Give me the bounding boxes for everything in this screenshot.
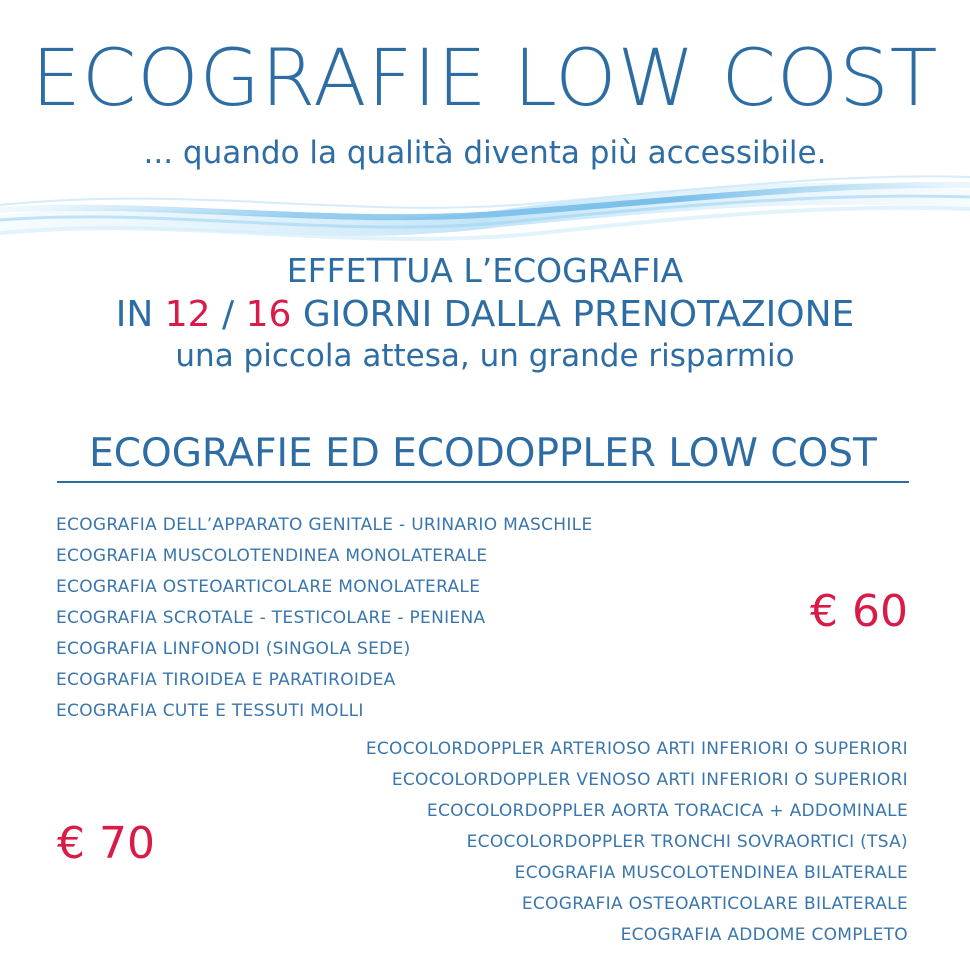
list-item: ECOCOLORDOPPLER AORTA TORACICA + ADDOMINALE	[426, 801, 908, 821]
wait-info	[0, 250, 970, 376]
list-item: ECOGRAFIA OSTEOARTICOLARE MONOLATERALE	[56, 577, 481, 597]
wait-suffix: GIORNI DALLA PRENOTAZIONE	[291, 293, 855, 335]
price-70: € 70	[57, 818, 155, 869]
list-item: ECOGRAFIA MUSCOLOTENDINEA BILATERALE	[514, 863, 908, 883]
list-item: ECOGRAFIA SCROTALE - TESTICOLARE - PENIENA	[56, 608, 486, 628]
list-item: ECOCOLORDOPPLER TRONCHI SOVRAORTICI (TSA)	[466, 832, 908, 852]
price-60: € 60	[810, 586, 908, 637]
page-title: ECOGRAFIE LOW COST	[31, 34, 939, 124]
wait-line-1: EFFETTUA L’ECOGRAFIA	[286, 251, 684, 290]
list-item: ECOGRAFIA CUTE E TESSUTI MOLLI	[56, 701, 364, 721]
list-item: ECOGRAFIA OSTEOARTICOLARE BILATERALE	[521, 894, 908, 914]
section-title: ECOGRAFIE ED ECODOPPLER LOW COST	[57, 434, 909, 483]
list-item: ECOGRAFIA MUSCOLOTENDINEA MONOLATERALE	[56, 546, 488, 566]
list-item: ECOCOLORDOPPLER ARTERIOSO ARTI INFERIORI O SUPERIORI	[365, 739, 908, 759]
days-separator: /	[210, 293, 246, 335]
days-min: 12	[164, 293, 211, 335]
list-item: ECOCOLORDOPPLER VENOSO ARTI INFERIORI O SUPERIORI	[391, 770, 908, 790]
list-item: ECOGRAFIA DELL’APPARATO GENITALE - URINARIO MASCHILE	[56, 515, 593, 535]
wait-line-2	[0, 292, 970, 337]
list-60	[56, 510, 592, 727]
list-item: ECOGRAFIA LINFONODI (SINGOLA SEDE)	[56, 639, 411, 659]
days-max: 16	[245, 293, 292, 335]
list-item: ECOGRAFIA TIROIDEA E PARATIROIDEA	[56, 670, 396, 690]
wait-prefix: IN	[115, 293, 165, 335]
wait-line-3: una piccola attesa, un grande risparmio	[175, 337, 795, 374]
page-subtitle: ... quando la qualità diventa più accessibile.	[143, 135, 827, 171]
list-item: ECOGRAFIA ADDOME COMPLETO	[620, 925, 908, 945]
list-70	[366, 734, 908, 951]
